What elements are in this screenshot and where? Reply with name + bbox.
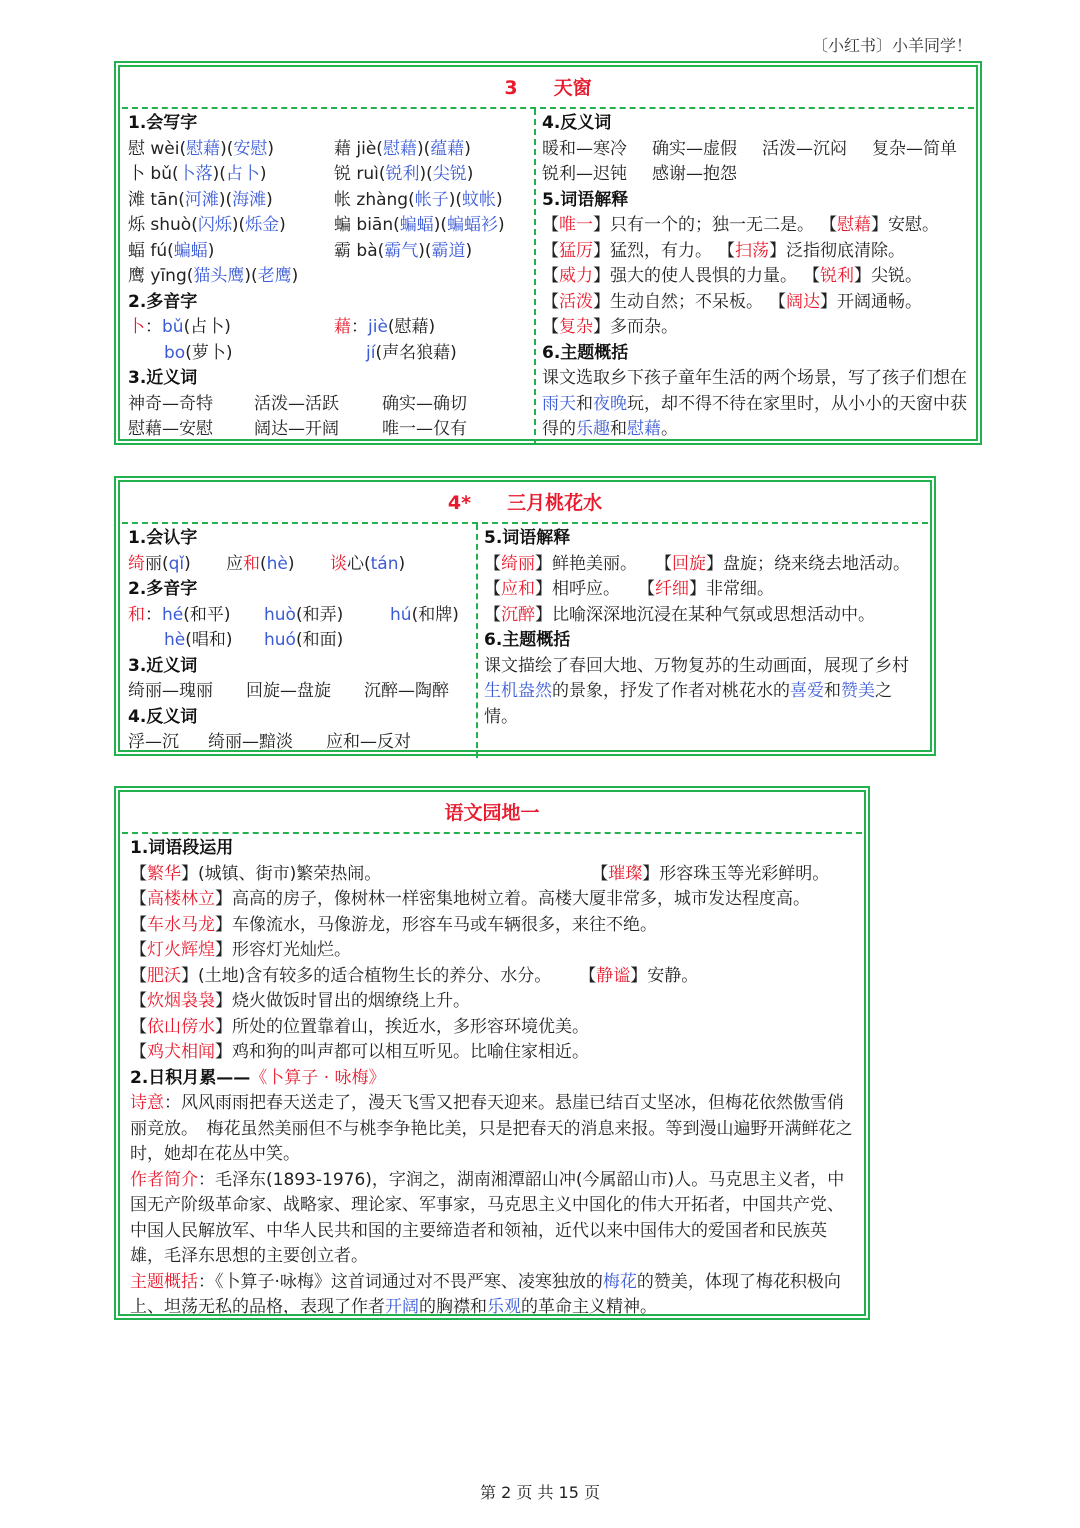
char-pinyin: 帐 zhàng( — [334, 189, 415, 210]
bracket: 【 — [718, 240, 735, 261]
section-heading: 6.主题概括 — [542, 342, 629, 363]
theme-summary: 课文描绘了春回大地、万物复苏的生动画面，展现了乡村生机盎然的景象，抒发了作者对桃花水的喜爱和赞美之情。 — [484, 655, 909, 727]
explanation-row — [542, 315, 968, 341]
definition: 烧火做饭时冒出的烟缭绕上升。 — [232, 991, 470, 1011]
lesson-title: 天窗 — [553, 77, 592, 99]
idiom-row — [130, 862, 854, 888]
bracket: 【 — [591, 863, 609, 884]
definition: 盘旋；绕来绕去地活动。 — [723, 553, 910, 574]
explanation-row — [484, 552, 922, 578]
example-word: 蝙蝠衫 — [447, 215, 499, 235]
polyphone-row: 卜：bǔ(占卜) 藉：jiè(慰藉) — [128, 317, 436, 337]
bracket: 】 — [215, 940, 232, 960]
write-char-item — [334, 137, 471, 163]
definition: 只有一个的；独一无二是。 — [610, 215, 814, 235]
lesson-number: 4* — [447, 492, 472, 514]
char-pinyin: 卜 bǔ( — [128, 164, 179, 184]
bracket: 】 — [215, 991, 232, 1011]
definition: 生动自然；不呆板。 — [610, 291, 763, 312]
idiom: 鸡犬相闻 — [147, 1042, 215, 1062]
separator: ) — [266, 189, 273, 210]
bracket: 【 — [542, 215, 559, 235]
example-word: 霸道 — [431, 240, 466, 261]
example-word: 河滩 — [184, 189, 219, 210]
synonym-row: 慰藉—安慰 阔达—开阔 唯一—仅有 — [128, 419, 467, 439]
write-chars-row — [128, 264, 528, 290]
definition: 鲜艳美丽。 — [552, 553, 637, 574]
char-pinyin: 藉 jiè( — [334, 138, 383, 159]
bracket: 】 — [642, 863, 660, 884]
term: 绮丽 — [501, 553, 535, 574]
write-char-item — [128, 162, 334, 188]
bracket: 】 — [181, 863, 198, 884]
definition: 非常细。 — [706, 579, 774, 599]
lesson-3-right-column — [534, 109, 974, 445]
separator: )( — [416, 138, 431, 159]
char-pinyin: 烁 shuò( — [128, 215, 198, 235]
idiom-row — [130, 1040, 854, 1066]
separator: ) — [259, 164, 267, 184]
definition: 所处的位置靠着山，挨近水，多形容环境优美。 — [232, 1016, 589, 1037]
bracket: 【 — [803, 266, 820, 286]
bracket: 】 — [871, 215, 888, 235]
separator: )( — [231, 215, 246, 235]
bracket: 【 — [820, 215, 837, 235]
example-word: 尖锐 — [432, 164, 467, 184]
idiom-row — [130, 964, 854, 990]
definition: 强大的使人畏惧的力量。 — [610, 266, 797, 286]
garden-card — [114, 786, 870, 1320]
bracket: 】 — [820, 291, 837, 312]
example-word: 蚊帐 — [461, 189, 496, 210]
bracket: 【 — [655, 553, 672, 574]
example-word: 海滩 — [232, 189, 267, 210]
antonym-row: 浮—沉 绮丽—黯淡 应和—反对 — [128, 732, 411, 752]
char-pinyin: 蝙 biān( — [334, 215, 400, 235]
synonym-row: 绮丽—瑰丽 回旋—盘旋 沉醉—陶醉 — [128, 681, 449, 701]
char-pinyin: 滩 tān( — [128, 189, 185, 210]
bracket: 】 — [181, 965, 198, 986]
bracket: 【 — [542, 317, 559, 337]
section-heading: 1.会认字 — [128, 528, 198, 548]
definition: 多而杂。 — [610, 317, 678, 337]
idiom: 炊烟袅袅 — [147, 991, 215, 1011]
idiom-row — [130, 913, 854, 939]
write-char-item — [128, 264, 334, 290]
bracket: 【 — [638, 579, 655, 599]
section-heading: 4.反义词 — [128, 706, 198, 727]
definition: 形容珠玉等光彩鲜明。 — [659, 863, 830, 884]
bracket: 】 — [854, 266, 871, 286]
bracket: 】 — [215, 914, 232, 935]
idiom: 高楼林立 — [147, 889, 215, 909]
polyphone-row: 和：hé(和平) huò(和弄) hú(和牌) — [128, 604, 459, 625]
separator: ) — [466, 164, 474, 184]
bracket: 【 — [579, 965, 597, 986]
definition: 高高的房子，像树林一样密集地树立着。高楼大厦非常多，城市发达程度高。 — [232, 889, 810, 909]
section-heading: 6.主题概括 — [484, 630, 571, 650]
bracket: 【 — [130, 863, 147, 884]
bracket: 【 — [484, 553, 501, 574]
section-heading: 1.词语段运用 — [130, 838, 234, 858]
separator: ) — [279, 215, 286, 235]
term: 阔达 — [786, 291, 820, 312]
section-heading: 3.近义词 — [128, 368, 198, 388]
bracket: 【 — [769, 291, 786, 312]
bracket: 【 — [542, 240, 559, 261]
lesson-4-left-column — [122, 524, 476, 758]
write-char-item — [334, 162, 473, 188]
definition: 安静。 — [647, 965, 699, 986]
polyphone-row: bo(萝卜) jí(声名狼藉) — [164, 342, 457, 363]
bracket: 【 — [130, 914, 147, 935]
separator: ) — [498, 215, 505, 235]
write-chars-row — [128, 239, 528, 265]
bracket: 【 — [130, 889, 147, 909]
idiom: 璀璨 — [608, 863, 643, 884]
write-char-item — [128, 188, 334, 214]
term: 复杂 — [559, 317, 593, 337]
idiom-row — [130, 989, 854, 1015]
theme-summary: 主题概括：《卜算子·咏梅》这首词通过对不畏严寒、凌寒独放的梅花的赞美，体现了梅花积极向上、坦荡无私的品格，表现了作者开阔的胸襟和乐观的革命主义精神。 — [130, 1271, 841, 1317]
idiom: 灯火辉煌 — [147, 940, 215, 960]
example-word: 闪烁 — [197, 215, 232, 235]
example-word: 猫头鹰 — [193, 266, 245, 286]
write-chars-row — [128, 162, 528, 188]
term: 回旋 — [672, 553, 706, 574]
term: 活泼 — [559, 291, 593, 312]
bracket: 【 — [542, 266, 559, 286]
explanation-row — [542, 213, 968, 239]
term: 慰藉 — [837, 215, 871, 235]
term: 威力 — [559, 266, 593, 286]
bracket: 【 — [484, 579, 501, 599]
lesson-3-card — [114, 61, 982, 445]
theme-summary: 课文选取乡下孩子童年生活的两个场景，写了孩子们想在雨天和夜晚玩，却不得不待在家里时，从小小的天窗中获得的乐趣和慰藉。 — [542, 368, 967, 439]
example-word: 霸气 — [384, 240, 419, 261]
char-pinyin: 慰 wèi( — [128, 138, 187, 159]
idiom: 静谧 — [596, 965, 631, 986]
explanation-row — [542, 290, 968, 316]
section-heading: 1.会写字 — [128, 113, 198, 133]
synonym-row: 神奇—奇特 活泼—活跃 确实—确切 — [128, 393, 467, 414]
bracket: 】 — [593, 240, 610, 261]
bracket: 】 — [689, 579, 706, 599]
example-word: 帐子 — [414, 189, 449, 210]
bracket: 】 — [535, 553, 552, 574]
section-heading: 3.近义词 — [128, 655, 198, 676]
section-heading: 5.词语解释 — [542, 189, 629, 210]
source-tag: 〔小红书〕小羊同学！ — [811, 36, 972, 55]
idiom-row — [130, 887, 854, 913]
page-number: 第 2 页 共 15 页 — [480, 1483, 600, 1502]
example-word: 卜落 — [178, 164, 213, 184]
explanation-row — [484, 577, 922, 603]
bracket: 】 — [535, 604, 552, 625]
term: 锐利 — [820, 266, 854, 286]
idiom: 车水马龙 — [147, 914, 215, 935]
separator: )( — [419, 164, 433, 184]
char-pinyin: 霸 bà( — [334, 240, 385, 261]
char-pinyin: 锐 ruì( — [334, 164, 386, 184]
lesson-4-title — [122, 484, 928, 524]
example-word: 慰藉 — [186, 138, 221, 159]
garden-title: 语文园地一 — [122, 794, 862, 834]
write-char-item — [334, 213, 505, 239]
bracket: 【 — [130, 991, 147, 1011]
bracket: 【 — [130, 1016, 147, 1037]
write-chars-row — [128, 213, 528, 239]
definition: 猛烈，有力。 — [610, 240, 712, 261]
lesson-number: 3 — [504, 77, 518, 99]
bracket: 【 — [484, 604, 501, 625]
write-char-item — [334, 239, 472, 265]
bracket: 】 — [593, 291, 610, 312]
read-chars-row: 绮丽(qǐ) 应和(hè) 谈心(tán) — [128, 553, 406, 574]
antonym-row: 暖和—寒冷 确实—虚假 活泼—沉闷 复杂—简单 — [542, 138, 957, 159]
definition: 鸡和狗的叫声都可以相互听见。比喻住家相近。 — [232, 1042, 589, 1062]
separator: ) — [465, 240, 473, 261]
definition: 安慰。 — [888, 215, 939, 235]
lesson-4-right-column — [476, 524, 928, 758]
term: 扫荡 — [735, 240, 769, 261]
antonym-row: 锐利—迟钝 感谢—抱怨 — [542, 164, 737, 184]
write-char-item — [128, 213, 334, 239]
term: 沉醉 — [501, 604, 535, 625]
lesson-3-title — [122, 69, 974, 109]
definition: 开阔通畅。 — [837, 291, 922, 312]
separator: ) — [207, 240, 215, 261]
definition: (城镇、街市)繁荣热闹。 — [198, 863, 382, 884]
separator: )( — [433, 215, 448, 235]
example-word: 老鹰 — [257, 266, 292, 286]
section-heading: 2.多音字 — [128, 291, 198, 312]
idiom: 肥沃 — [147, 965, 181, 986]
write-char-item — [128, 137, 334, 163]
example-word: 蝙蝠 — [173, 240, 208, 261]
separator: )( — [418, 240, 432, 261]
bracket: 【 — [130, 1042, 147, 1062]
definition: 比喻深深地沉浸在某种气氛或思想活动中。 — [552, 604, 875, 625]
example-word: 占卜 — [225, 164, 260, 184]
char-pinyin: 蝠 fú( — [128, 240, 174, 261]
definition: 泛指彻底清除。 — [786, 240, 905, 261]
bracket: 】 — [769, 240, 786, 261]
bracket: 】 — [593, 215, 610, 235]
example-word: 锐利 — [385, 164, 420, 184]
separator: )( — [218, 189, 233, 210]
example-word: 蝙蝠 — [399, 215, 434, 235]
bracket: 】 — [215, 1042, 232, 1062]
definition: 车像流水，马像游龙，形容车马或车辆很多，来往不绝。 — [232, 914, 657, 935]
section-heading: 4.反义词 — [542, 113, 612, 133]
idiom-row — [130, 938, 854, 964]
author-intro: 作者简介：毛泽东(1893-1976)，字润之，湖南湘潭韶山冲(今属韶山市)人。马克思主义者，中国无产阶级革命家、战略家、理论家、军事家，马克思主义中国化的伟大开拓者，中国共产党、中国人民解放军、中华人民共和国的主要缔造者和领袖，近代以来中国伟大的爱国者和民族英雄，毛泽东思想的主要创立者。 — [130, 1169, 845, 1266]
definition: 尖锐。 — [871, 266, 922, 286]
example-word: 蕴藉 — [430, 138, 465, 159]
lesson-4-card — [114, 476, 936, 756]
term: 唯一 — [559, 215, 593, 235]
separator: )( — [448, 189, 462, 210]
definition: 形容灯光灿烂。 — [232, 940, 351, 960]
poem-meaning: 诗意：风风雨雨把春天送走了，漫天飞雪又把春天迎来。悬崖已结百丈坚冰，但梅花依然傲雪俏丽竞放。 梅花虽然美丽但不与桃李争艳比美，只是把春天的消息来报。等到漫山遍野开满鲜花之时，她却在花丛中笑。 — [130, 1093, 853, 1164]
definition: 相呼应。 — [552, 579, 620, 599]
separator: )( — [244, 266, 258, 286]
bracket: 】 — [535, 579, 552, 599]
explanation-row — [542, 264, 968, 290]
idiom: 依山傍水 — [147, 1016, 215, 1037]
idiom: 繁华 — [147, 863, 181, 884]
term: 纤细 — [655, 579, 689, 599]
bracket: 】 — [593, 266, 610, 286]
explanation-row — [484, 603, 922, 629]
bracket: 【 — [542, 291, 559, 312]
idiom-row — [130, 1015, 854, 1041]
write-char-item — [128, 239, 334, 265]
separator: ) — [291, 266, 299, 286]
separator: )( — [212, 164, 226, 184]
term: 应和 — [501, 579, 535, 599]
lesson-3-left-column — [122, 109, 534, 445]
bracket: 】 — [630, 965, 648, 986]
bracket: 】 — [706, 553, 723, 574]
write-chars-row — [128, 188, 528, 214]
explanation-row — [542, 239, 968, 265]
separator: ) — [464, 138, 471, 159]
bracket: 【 — [130, 965, 147, 986]
bracket: 【 — [130, 940, 147, 960]
poem-heading: 2.日积月累——《卜算子 · 咏梅》 — [130, 1067, 386, 1088]
garden-content — [122, 834, 862, 1323]
bracket: 】 — [215, 1016, 232, 1037]
write-chars-row — [128, 137, 528, 163]
char-pinyin: 鹰 yīng( — [128, 266, 194, 286]
example-word: 安慰 — [233, 138, 268, 159]
example-word: 烁金 — [245, 215, 280, 235]
definition: (土地)含有较多的适合植物生长的养分、水分。 — [198, 965, 552, 986]
example-word: 慰藉 — [382, 138, 417, 159]
section-heading: 2.多音字 — [128, 579, 198, 599]
section-heading: 5.词语解释 — [484, 528, 571, 548]
separator: ) — [495, 189, 503, 210]
term: 猛厉 — [559, 240, 593, 261]
lesson-title: 三月桃花水 — [507, 492, 603, 514]
separator: )( — [220, 138, 234, 159]
bracket: 】 — [215, 889, 232, 909]
polyphone-row: hè(唱和) huó(和面) — [164, 630, 344, 650]
bracket: 】 — [593, 317, 610, 337]
write-char-item — [334, 188, 503, 214]
separator: ) — [267, 138, 275, 159]
